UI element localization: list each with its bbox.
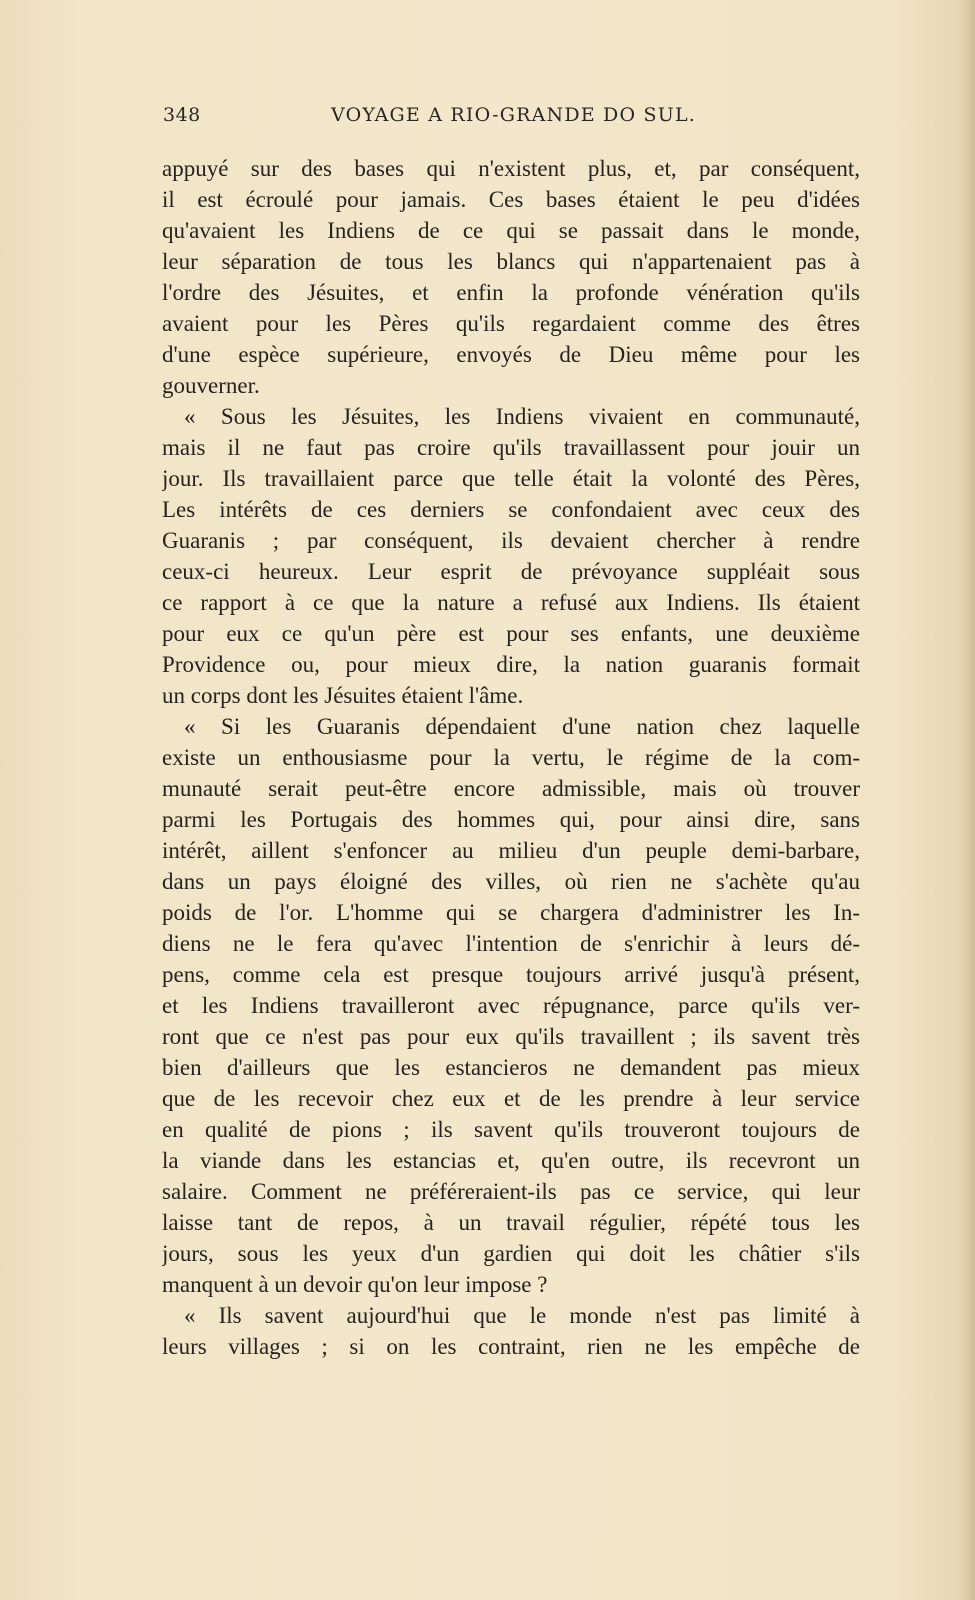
text-line: « Ils savent aujourd'hui que le monde n'est pas limité à	[184, 1303, 860, 1328]
text-line: gouverner.	[162, 373, 260, 398]
text-line: poids de l'or. L'homme qui se chargera d'administrer les In-	[162, 900, 860, 925]
text-line: munauté serait peut-être encore admissible, mais où trouver	[162, 776, 860, 801]
text-line: parmi les Portugais des hommes qui, pour ainsi dire, sans	[162, 807, 860, 832]
text-line: pens, comme cela est presque toujours arrivé jusqu'à présent,	[162, 962, 860, 987]
text-line: d'une espèce supérieure, envoyés de Dieu même pour les	[162, 342, 860, 367]
text-line: un corps dont les Jésuites étaient l'âme.	[162, 683, 524, 708]
text-line: « Sous les Jésuites, les Indiens vivaient en communauté,	[184, 404, 860, 429]
page-header	[163, 104, 696, 134]
running-title: VOYAGE A RIO-GRANDE DO SUL.	[330, 104, 696, 126]
text-line: et les Indiens travailleront avec répugnance, parce qu'ils ver-	[162, 993, 860, 1018]
text-line: appuyé sur des bases qui n'existent plus, et, par conséquent,	[162, 156, 860, 181]
text-line: Les intérêts de ces derniers se confondaient avec ceux des	[162, 497, 860, 522]
page-number: 348	[163, 104, 201, 126]
text-line: avaient pour les Pères qu'ils regardaient comme des êtres	[162, 311, 860, 336]
text-line: l'ordre des Jésuites, et enfin la profonde vénération qu'ils	[162, 280, 860, 305]
text-line: ceux-ci heureux. Leur esprit de prévoyance suppléait sous	[162, 559, 860, 584]
text-line: leurs villages ; si on les contraint, rien ne les empêche de	[162, 1334, 860, 1359]
text-line: ront que ce n'est pas pour eux qu'ils travaillent ; ils savent très	[162, 1024, 860, 1049]
text-line: ce rapport à ce que la nature a refusé aux Indiens. Ils étaient	[162, 590, 860, 615]
text-line: mais il ne faut pas croire qu'ils travaillassent pour jouir un	[162, 435, 860, 460]
text-line: salaire. Comment ne préféreraient-ils pas ce service, qui leur	[162, 1179, 860, 1204]
text-line: dans un pays éloigné des villes, où rien ne s'achète qu'au	[162, 869, 860, 894]
text-line: que de les recevoir chez eux et de les prendre à leur service	[162, 1086, 860, 1111]
text-line: bien d'ailleurs que les estancieros ne demandent pas mieux	[162, 1055, 860, 1080]
text-line: jours, sous les yeux d'un gardien qui doit les châtier s'ils	[162, 1241, 860, 1266]
text-line: qu'avaient les Indiens de ce qui se passait dans le monde,	[162, 218, 860, 243]
text-line: « Si les Guaranis dépendaient d'une nation chez laquelle	[184, 714, 860, 739]
text-line: manquent à un devoir qu'on leur impose ?	[162, 1272, 548, 1297]
text-line: intérêt, aillent s'enfoncer au milieu d'un peuple demi-barbare,	[162, 838, 860, 863]
text-line: il est écroulé pour jamais. Ces bases étaient le peu d'idées	[162, 187, 860, 212]
text-line: existe un enthousiasme pour la vertu, le régime de la com-	[162, 745, 860, 770]
text-line: diens ne le fera qu'avec l'intention de s'enrichir à leurs dé-	[162, 931, 860, 956]
text-line: laisse tant de repos, à un travail régulier, répété tous les	[162, 1210, 860, 1235]
text-line: jour. Ils travaillaient parce que telle était la volonté des Pères,	[162, 466, 860, 491]
text-line: pour eux ce qu'un père est pour ses enfants, une deuxième	[162, 621, 860, 646]
page-edge-shadow	[961, 0, 975, 1600]
text-line: Providence ou, pour mieux dire, la nation guaranis formait	[162, 652, 860, 677]
text-line: la viande dans les estancias et, qu'en outre, ils recevront un	[162, 1148, 860, 1173]
text-line: Guaranis ; par conséquent, ils devaient chercher à rendre	[162, 528, 860, 553]
body-text	[162, 153, 860, 1362]
text-line: en qualité de pions ; ils savent qu'ils trouveront toujours de	[162, 1117, 860, 1142]
text-line: leur séparation de tous les blancs qui n'appartenaient pas à	[162, 249, 860, 274]
